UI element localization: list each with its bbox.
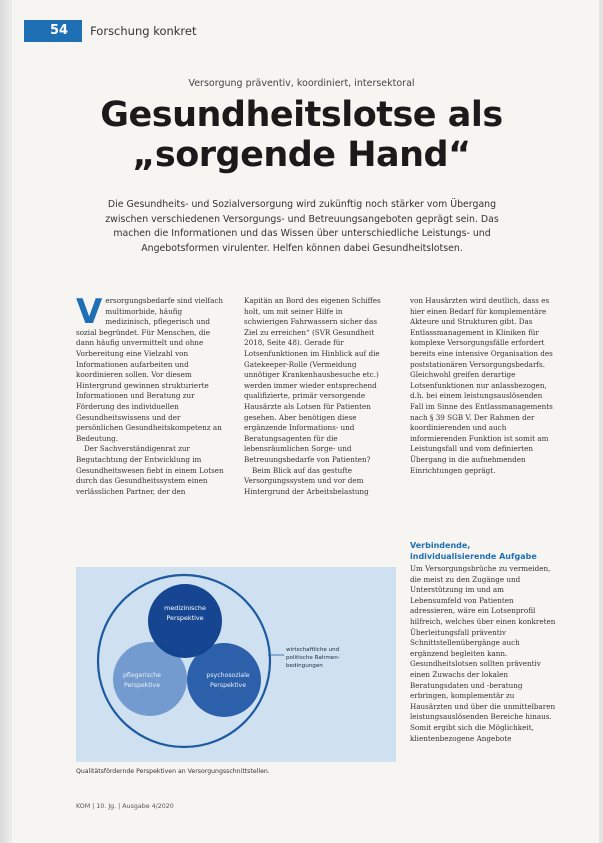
side-label-line-3: bedingungen — [286, 663, 323, 669]
kicker: Versorgung präventiv, koordiniert, intersektoral — [188, 78, 415, 89]
page-number: 54 — [24, 20, 82, 42]
title-line-1: Gesundheitslotse als — [100, 95, 503, 135]
paragraph: Kapitän an Bord des eigenen Schiffes holt, um mit seiner Hilfe in schwierigen Fahrwassern sicher das Ziel zu erreichen“ (SVR Gesundheit 2018, Seite 48). Gerade für Lotsenfunktionen im Hinblick auf die Gatekeeper-Rolle (Vermeidung unnötiger Krankenhausbesuche etc.) werden immer wieder entsprechend qualifizierte, primär versorgende Hausärzte als Lotsen für Patienten gesehen. Aber benötigen diese ergänzende Informations- und Beratungsagenten für die lebensräumlichen Sorge- und Betreuungsbedarfe von Patienten? — [244, 296, 381, 464]
paragraph: Der Sachverständigenrat zur Begutachtung der Entwicklung im Gesundheitswesen fiebt in einem Lotsen durch das Gesundheitssystem einen verlässlichen Partner, der den — [76, 444, 224, 496]
label-left-line-2: Perspektive — [123, 682, 161, 689]
text-column-2 — [244, 296, 388, 497]
label-right-line-2: Perspektive — [209, 682, 247, 689]
paragraph: ersorgungsbedarfe sind vielfach multimorbide, häufig medizinisch, pflegerisch und sozial begründet. Für Menschen, die dann häufig unvermittelt und ohne Vorbereitung eine Vielzahl von Informationen aufarbeiten und koordinieren sollen. Vor diesem Hintergrund gewinnen strukturierte Informationen und Beratung zur Förderung des individuellen Gesundheitswissens und der persönlichen Gesundheitskompetenz an Bedeutung. — [76, 296, 224, 443]
title-line-2: „sorgende Hand“ — [132, 135, 471, 175]
text-column-4 — [410, 564, 556, 744]
text-column-1 — [76, 292, 226, 497]
paragraph: von Hausärzten wird deutlich, dass es hier einen Bedarf für komplementäre Akteure und Strukturen gibt. Das Entlassmanagement in Kliniken für komplexe Versorgungsfälle erfordert bereits eine intensive Organisation des poststationären Versorgungsbedarfs. Gleichwohl greifen derartige Lotsenfunktionen nur anlassbezogen, d.h. bei einem leistungsauslösenden Fall im Sinne des Entlassmanagements nach § 39 SGB V. Der Rahmen der koordinierenden und auch informierenden Funktion ist somit am Leistungsfall und vom definierten Übergang in die aufnehmenden Einrichtungen geprägt. — [410, 296, 553, 475]
label-top-line-1: medizinische — [164, 604, 206, 612]
lead-paragraph: Die Gesundheits- und Sozialversorgung wird zukünftig noch stärker vom Übergang zwischen verschiedenen Versorgungs- und Betreuungsangeboten geprägt sein. Das machen die Informationen und das Wissen über unterschiedliche Leistungs- und Angebotsformen virulenter. Helfen können dabei Gesundheitslotsen. — [105, 199, 499, 254]
text-column-3 — [410, 296, 556, 476]
figure-caption: Qualitätsfördernde Perspektiven an Versorgungsschnittstellen. — [76, 768, 270, 775]
subheading — [410, 541, 556, 562]
page-footer: KOM | 10. Jg. | Ausgabe 4/2020 — [76, 803, 174, 810]
drop-cap: V — [76, 292, 103, 332]
label-top-line-2: Perspektive — [166, 614, 204, 622]
label-right-line-1: psychosoziale — [206, 672, 250, 679]
paragraph: Beim Blick auf das gestufte Versorgungssystem und vor dem Hintergrund der Arbeitsbelastung — [244, 465, 369, 496]
venn-diagram — [76, 567, 396, 762]
side-label-line-1: wirtschaftliche und — [286, 647, 340, 653]
subheading-line-1: Verbindende, — [410, 541, 471, 550]
label-left-line-1: pflegerische — [123, 672, 161, 679]
section-label: Forschung konkret — [90, 24, 197, 38]
side-label-line-2: politische Rahmen- — [286, 655, 340, 661]
perspectives-diagram — [76, 567, 396, 762]
page-header — [24, 20, 197, 42]
subheading-line-2: individualisierende Aufgabe — [410, 551, 537, 561]
article-title — [0, 95, 603, 175]
paragraph: Um Versorgungsbrüche zu vermeiden, die meist zu den Zugänge und Unterstützung im und am Lebensumfeld von Patienten adressieren, wäre ein Lotsenprofil hilfreich, welches über einen konkreten Überleitungsfall präventiv Schnittstellenübergänge auch ergänzend begleiten kann. Gesundheitslotsen sollten präventiv einen Zuwachs der lokalen Beratungsdaten und -beratung erbringen, komplementär zu Hausärzten und über die unmittelbaren leistungsauslösenden Bereiche hinaus. Somit ergibt sich die Möglichkeit, klientenbezogene Angebote — [410, 564, 556, 743]
